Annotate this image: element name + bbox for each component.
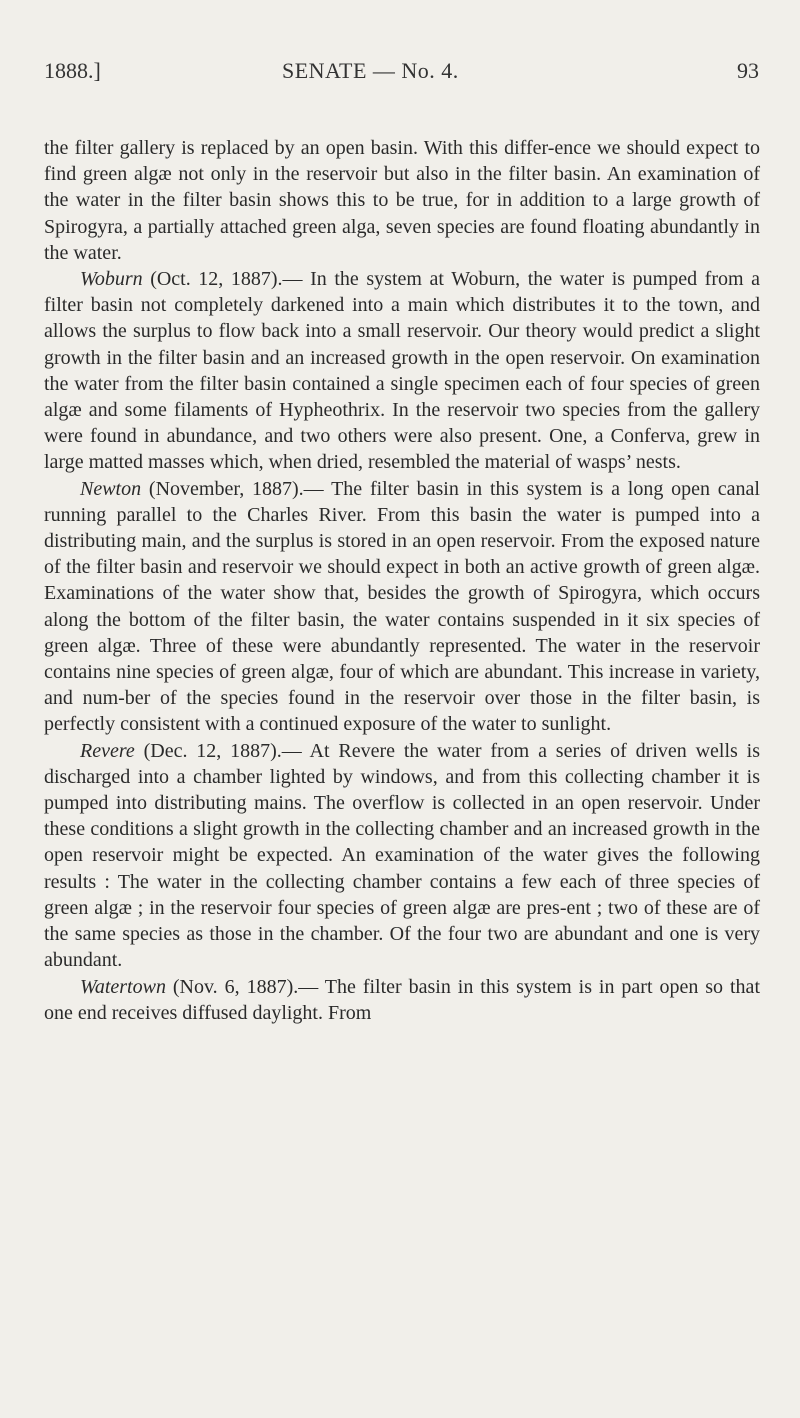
paragraph-text: (Dec. 12, 1887).— At Revere the water from a series of driven wells is discharged into a chamber lighted by windows, and from this collecting chamber it is pumped into distributing mains. The overflow is collected in an open reservoir. Under these conditions a slight growth in the collecting chamber and an increased growth in the open reservoir might be expected. An examination of the water gives the following results : The water in the collecting chamber contains a few each of three species of green algæ ; in the reservoir four species of green algæ are pres-ent ; two of these are of the same species as those in the chamber. Of the four two are abundant and one is very abundant.	[44, 739, 760, 972]
header-title: SENATE — No. 4.	[282, 58, 459, 83]
paragraph-text: (Oct. 12, 1887).— In the system at Woburn, the water is pumped from a filter basin not completely darkened into a main which distributes it to the town, and allows the surplus to flow back into a small reservoir. Our theory would predict a slight growth in the filter basin and an increased growth in the open reservoir. On examination the water from the filter basin contained a single specimen each of four species of green algæ and some filaments of Hypheothrix. In the reservoir two species from the gallery were found in abundance, and two others were also present. One, a Conferva, grew in large matted masses which, when dried, resembled the material of wasps’ nests.	[44, 268, 760, 474]
place-name: Revere	[80, 739, 135, 762]
paragraph-revere	[44, 738, 760, 974]
paragraph-text: (Nov. 6, 1887).— The filter basin in this system is in part open so that one end receives diffused daylight. From	[44, 975, 760, 1024]
paragraph-newton	[44, 476, 760, 738]
paragraph-watertown	[44, 974, 760, 1026]
running-head	[44, 56, 759, 86]
paragraph-woburn	[44, 266, 760, 476]
place-name: Watertown	[80, 975, 166, 998]
header-year: 1888.]	[44, 58, 101, 83]
body-text	[44, 135, 760, 1026]
place-name: Newton	[80, 477, 142, 500]
paragraph-text: (November, 1887).— The filter basin in this system is a long open canal running parallel to the Charles River. From this basin the water is pumped into a distributing main, and the surplus is stored in an open reservoir. From the exposed nature of the filter basin and reservoir we should expect in both an active growth of green algæ. Examinations of the water show that, besides the growth of Spirogyra, which occurs along the bottom of the filter basin, the water contains suspended in it six species of green algæ. Three of these were abundantly represented. The water in the reservoir contains nine species of green algæ, four of which are abundant. This increase in variety, and num-ber of the species found in the reservoir over those in the filter basin, is perfectly consistent with a continued exposure of the water to sunlight.	[44, 477, 760, 736]
paragraph-continuation	[44, 135, 760, 266]
page-number: 93	[737, 58, 759, 83]
place-name: Woburn	[80, 268, 143, 291]
paragraph-text: the filter gallery is replaced by an open basin. With this differ-ence we should expect to find green algæ not only in the reservoir but also in the filter basin. An examination of the water in the filter basin shows this to be true, for in addition to a large growth of Spirogyra, a partially attached green alga, seven species are found floating abundantly in the water.	[44, 137, 760, 264]
